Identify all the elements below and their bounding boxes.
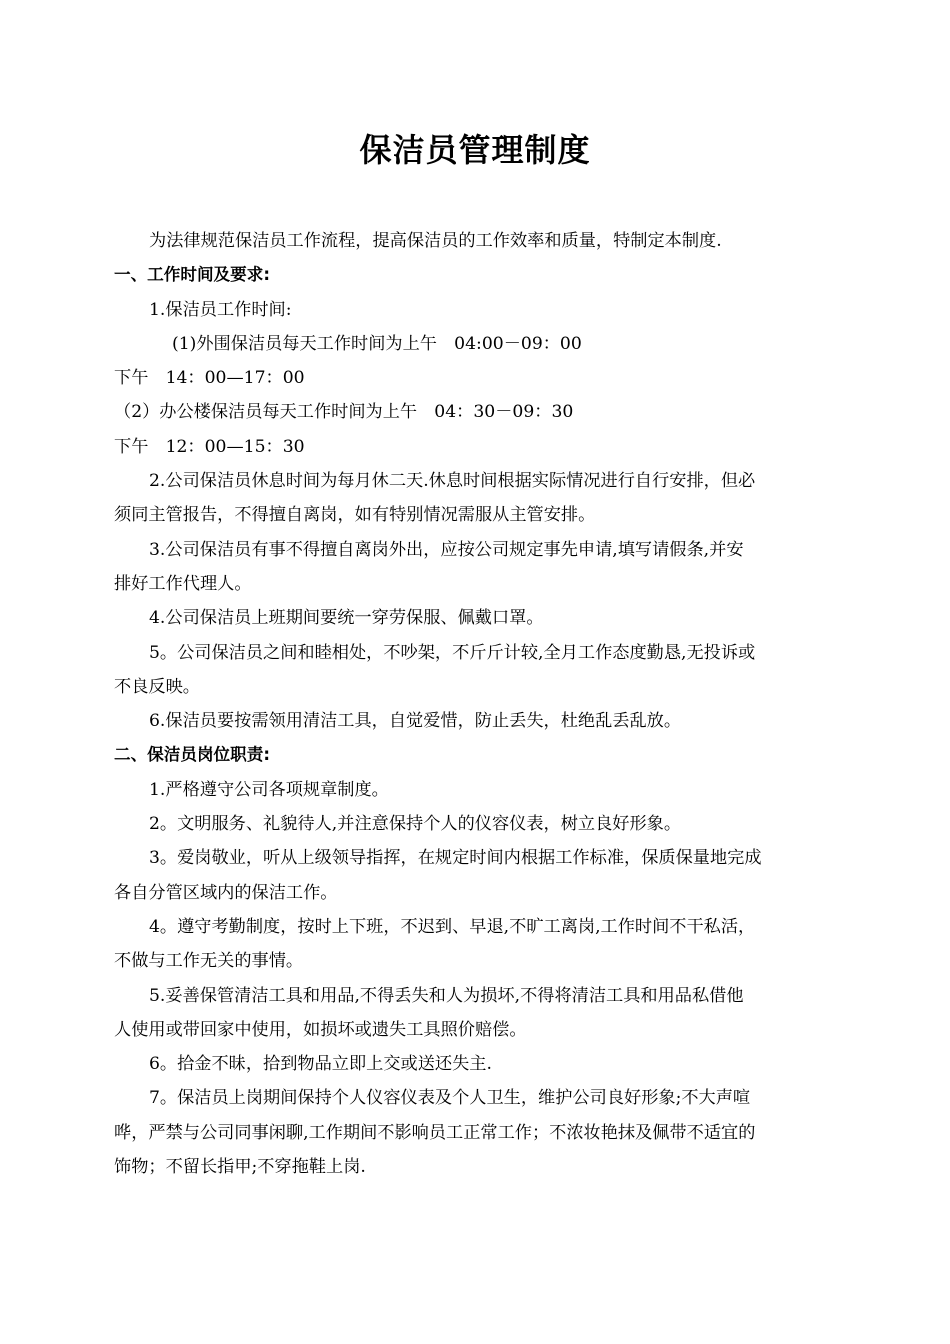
- list-item: 排好工作代理人。: [114, 573, 252, 594]
- list-item: 下午 14：00—17：00: [114, 368, 305, 389]
- section-heading-work-hours: 一、工作时间及要求:: [114, 265, 270, 285]
- list-item: （2）办公楼保洁员每天工作时间为上午 04：30－09：30: [114, 402, 574, 423]
- list-item: 3.公司保洁员有事不得擅自离岗外出，应按公司规定事先申请,填写请假条,并安: [149, 539, 744, 560]
- intro-paragraph: 为法律规范保洁员工作流程，提高保洁员的工作效率和质量，特制定本制度.: [149, 231, 722, 251]
- list-item: 6。拾金不昧，拾到物品立即上交或送还失主.: [149, 1054, 492, 1075]
- list-item: 不做与工作无关的事情。: [114, 951, 304, 972]
- list-item: 6.保洁员要按需领用清洁工具，自觉爱惜，防止丢失，杜绝乱丢乱放。: [149, 711, 682, 732]
- list-item: 1.保洁员工作时间:: [149, 299, 292, 320]
- list-item: 4.公司保洁员上班期间要统一穿劳保服、佩戴口罩。: [149, 608, 544, 629]
- document-title: 保洁员管理制度: [359, 131, 591, 169]
- list-item: 哗，严禁与公司同事闲聊,工作期间不影响员工正常工作；不浓妆艳抹及佩带不适宜的: [114, 1122, 756, 1143]
- list-item: 须同主管报告，不得擅自离岗，如有特别情况需服从主管安排。: [114, 505, 596, 526]
- section-heading-duties: 二、保洁员岗位职责:: [114, 745, 270, 765]
- list-item: 5.妥善保管清洁工具和用品,不得丢失和人为损坏,不得将清洁工具和用品私借他: [149, 985, 744, 1006]
- list-item: 3。爱岗敬业，听从上级领导指挥，在规定时间内根据工作标准，保质保量地完成: [149, 848, 762, 869]
- list-item: 7。保洁员上岗期间保持个人仪容仪表及个人卫生，维护公司良好形象;不大声喧: [149, 1088, 751, 1109]
- list-item: 2。文明服务、礼貌待人,并注意保持个人的仪容仪表，树立良好形象。: [149, 814, 682, 835]
- list-item: 饰物；不留长指甲;不穿拖鞋上岗.: [114, 1157, 366, 1178]
- list-item: 不良反映。: [114, 676, 200, 697]
- document-body: [114, 224, 838, 1184]
- list-item: 2.公司保洁员休息时间为每月休二天.休息时间根据实际情况进行自行安排，但必: [149, 471, 756, 492]
- list-item: 人使用或带回家中使用，如损坏或遗失工具照价赔偿。: [114, 1019, 527, 1040]
- list-item: (1)外围保洁员每天工作时间为上午 04:00－09：00: [172, 333, 582, 354]
- list-item: 各自分管区域内的保洁工作。: [114, 882, 338, 903]
- list-item: 下午 12：00—15：30: [114, 436, 305, 457]
- list-item: 1.严格遵守公司各项规章制度。: [149, 779, 389, 800]
- list-item: 4。遵守考勤制度，按时上下班，不迟到、早退,不旷工离岗,工作时间不干私活，: [149, 916, 756, 937]
- list-item: 5。公司保洁员之间和睦相处，不吵架，不斤斤计较,全月工作态度勤恳,无投诉或: [149, 642, 756, 663]
